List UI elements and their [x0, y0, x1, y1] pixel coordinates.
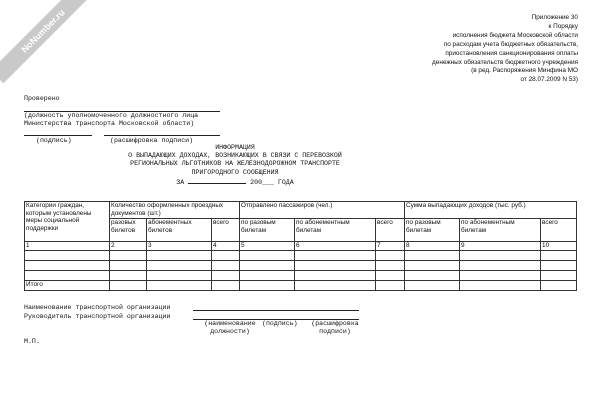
- table-cell: [110, 271, 147, 281]
- number-cell: 6: [295, 242, 376, 251]
- table-cell: [212, 261, 240, 271]
- table-cell: [240, 281, 295, 291]
- watermark: NoNumber.ru: [0, 0, 95, 83]
- table-row: [25, 271, 577, 281]
- annex-line: исполнения бюджета Московской области: [452, 31, 578, 39]
- number-cell: 1: [25, 242, 110, 251]
- table-cell: [295, 281, 376, 291]
- table-cell: [110, 281, 147, 291]
- subheader-cell: по разовым билетам: [240, 219, 295, 242]
- table-cell: [295, 271, 376, 281]
- table-cell: [460, 271, 541, 281]
- table-cell: [147, 281, 212, 291]
- annex-line: денежных обязательств бюджетного учреждения: [432, 58, 578, 66]
- table-cell: [212, 281, 240, 291]
- checked-label: Проверено: [24, 95, 60, 102]
- total-row: [25, 281, 577, 291]
- table-cell: [541, 281, 577, 291]
- table-cell: [110, 261, 147, 271]
- data-table: [24, 201, 577, 291]
- table-cell: [212, 251, 240, 261]
- annex-line: от 28.07.2009 N 53): [520, 76, 578, 84]
- period-year: 200___: [250, 178, 274, 186]
- decoding-label: (расшифровка подписи): [110, 137, 194, 144]
- annex-line: Приложение 30: [531, 14, 578, 21]
- number-cell: 4: [212, 242, 240, 251]
- table-cell: [295, 261, 376, 271]
- stamp-label: М.П.: [24, 338, 40, 345]
- group-header-revenue: Сумма выпадающих доходов (тыс. руб.): [405, 202, 577, 219]
- title-line: ИНФОРМАЦИЯ: [215, 144, 255, 151]
- col-header-categories: Категории граждан, которым установлены меры социальной поддержки: [25, 202, 110, 242]
- period-suffix: ГОДА: [277, 178, 294, 186]
- table-cell: [295, 251, 376, 261]
- subheader-cell: всего: [541, 219, 577, 242]
- number-cell: 8: [405, 242, 460, 251]
- table-cell: [25, 261, 110, 271]
- footer-signature-label: (подпись): [262, 320, 298, 327]
- subheader-cell: всего: [212, 219, 240, 242]
- table-cell: [25, 271, 110, 281]
- table-cell: [110, 251, 147, 261]
- signature-line: [24, 135, 92, 136]
- number-cell: 2: [110, 242, 147, 251]
- table-cell: [147, 271, 212, 281]
- number-cell: 9: [460, 242, 541, 251]
- org-name-label: Наименование транспортной организации: [24, 304, 171, 311]
- annex-line: по расходам учета бюджетных обязательств,: [443, 40, 578, 48]
- table-cell: [240, 261, 295, 271]
- table-cell: [376, 261, 405, 271]
- table-cell: [212, 271, 240, 281]
- subheader-cell: разовых билетов: [110, 219, 147, 242]
- table-cell: [405, 281, 460, 291]
- table-cell: [460, 261, 541, 271]
- decoding-line: [104, 135, 220, 136]
- table-cell: [460, 281, 541, 291]
- org-name-line: [193, 310, 359, 311]
- table-cell: [376, 271, 405, 281]
- table-cell: [405, 271, 460, 281]
- table-cell: [240, 271, 295, 281]
- table-cell: [541, 251, 577, 261]
- table-row: [25, 251, 577, 261]
- table-cell: [405, 261, 460, 271]
- group-header-documents: Количество оформленных проездных документов (шт.): [110, 202, 240, 219]
- subheader-cell: всего: [376, 219, 405, 242]
- header-row: [25, 202, 577, 219]
- table-cell: [240, 251, 295, 261]
- period-line: [90, 177, 380, 187]
- table-cell: [147, 261, 212, 271]
- table-cell: [376, 281, 405, 291]
- signature-label: (подпись): [36, 137, 72, 144]
- name-position-label: (наименование должности): [204, 320, 256, 335]
- table-row: [25, 261, 577, 271]
- title-line: ПРИГОРОДНОГО СООБЩЕНИЯ: [191, 168, 279, 176]
- document-title: [90, 144, 380, 187]
- period-prefix: ЗА: [176, 178, 185, 186]
- annex-line: (в ред. Распоряжения Минфина МО: [471, 67, 578, 75]
- table-cell: [376, 251, 405, 261]
- table-cell: [147, 251, 212, 261]
- number-cell: 7: [376, 242, 405, 251]
- subheader-cell: по разовым билетам: [405, 219, 460, 242]
- group-header-passengers: Отправлено пассажиров (чел.): [240, 202, 405, 219]
- table-cell: [541, 271, 577, 281]
- table-cell: [25, 251, 110, 261]
- table-cell: [541, 261, 577, 271]
- number-cell: 10: [541, 242, 577, 251]
- title-line: РЕГИОНАЛЬНЫХ ЛЬГОТНИКОВ НА ЖЕЛЕЗНОДОРОЖНОМ ТРАНСПОРТЕ: [130, 160, 340, 168]
- subheader-cell: по абонементным билетам: [295, 219, 376, 242]
- table-cell: [405, 251, 460, 261]
- number-cell: 5: [240, 242, 295, 251]
- position-label: (должность уполномоченного должностного лица: [24, 112, 199, 119]
- ministry-label: Министерства транспорта Московской области): [24, 120, 195, 127]
- period-blank: [188, 177, 246, 184]
- annex-line: приостановления санкционирования оплаты: [445, 49, 578, 57]
- title-line: О ВЫПАДАЮЩИХ ДОХОДАХ, ВОЗНИКАЮЩИХ В СВЯЗИ С ПЕРЕВОЗКОЙ: [128, 152, 342, 160]
- number-cell: 3: [147, 242, 212, 251]
- number-row: [25, 242, 577, 251]
- subheader-cell: по абонементным билетам: [460, 219, 541, 242]
- total-label: Итого: [25, 281, 110, 291]
- footer-decoding-label: (расшифровка подписи): [311, 320, 359, 335]
- annex-block: [338, 14, 578, 85]
- table-cell: [460, 251, 541, 261]
- annex-line: к Порядку: [548, 22, 578, 30]
- subheader-cell: абонементных билетов: [147, 219, 212, 242]
- head-label: Руководитель транспортной организации: [24, 313, 171, 320]
